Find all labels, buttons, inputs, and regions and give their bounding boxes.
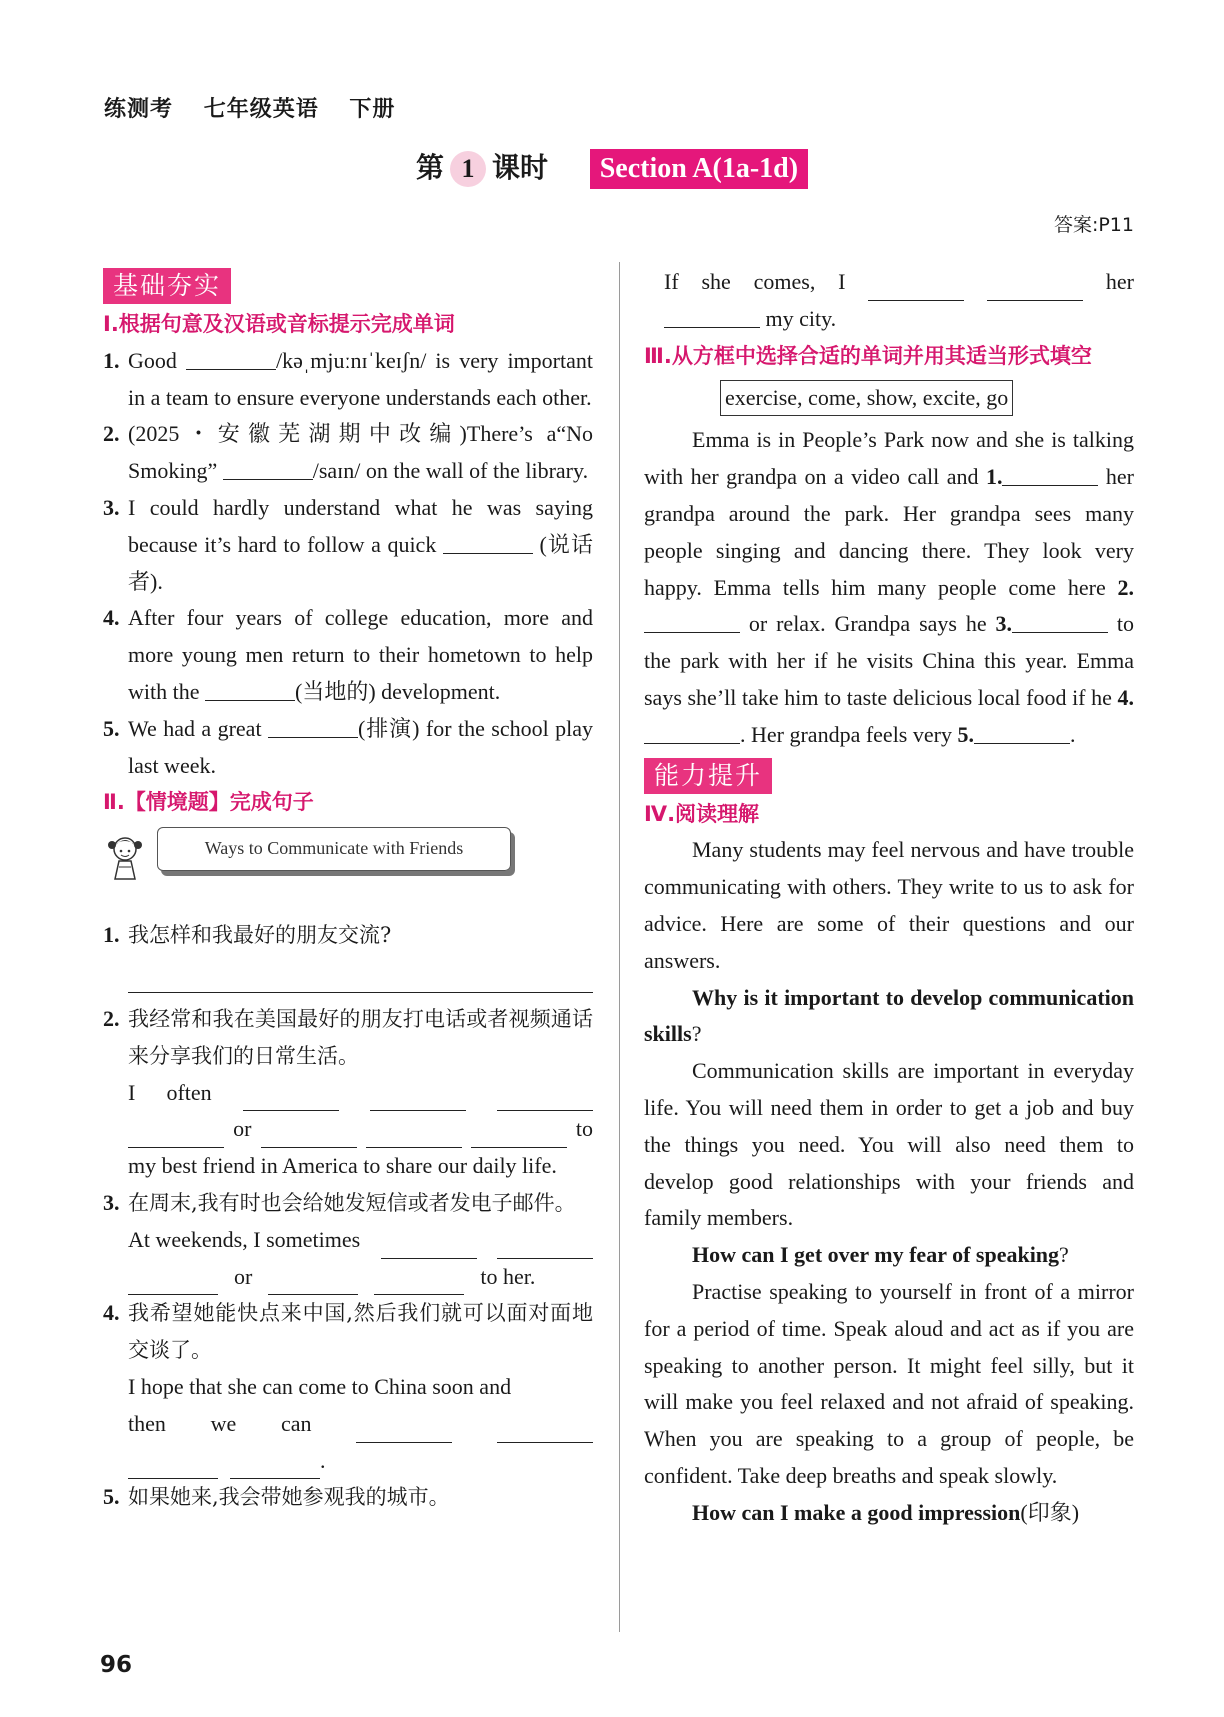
reading-intro: Many students may feel nervous and have trouble communicating with others. They write to us to ask for advice. Here are some of their questions and our answers. <box>644 837 1134 973</box>
blank[interactable] <box>974 721 1070 744</box>
right-column <box>644 264 1134 1532</box>
blank[interactable] <box>223 457 313 480</box>
blank[interactable] <box>1002 463 1098 486</box>
s2-item-1: 1. 我怎样和我最好的朋友交流? <box>103 917 593 993</box>
blank[interactable] <box>366 1125 462 1148</box>
section3-passage: Emma is in People’s Park now and she is talking with her grandpa on a video call and 1. her grandpa around the park. Her grandpa sees many people singing and dancing there. They look very happy. Emma tells him many people come here 2. or relax. Grandpa says he 3. to the park with her if he visits China this year. Emma says she’ll take him to taste delicious local food if he 4.. Her grandpa feels very 5. . <box>644 427 1135 747</box>
reading-answer-1: Communication skills are important in everyday life. You will need them in order to get a job and buy the things you need. You will also need them to develop good relationships with your friends and family members. <box>644 1058 1134 1231</box>
blank[interactable] <box>356 1420 452 1443</box>
blank[interactable] <box>644 610 740 633</box>
page-number: 96 <box>100 1652 133 1678</box>
s2-item-4: 4. 我希望她能快点来中国,然后我们就可以面对面地交谈了。 I hope that she can come to China soon and then we can . <box>103 1295 593 1479</box>
girl-icon <box>103 833 147 881</box>
word-box: exercise, come, show, excite, go <box>720 380 1013 416</box>
s2-item-2: 2. 我经常和我在美国最好的朋友打电话或者视频通话来分享我们的日常生活。 I often or to my best friend in America to share our daily life. <box>103 1005 593 1179</box>
answer-reference: 答案:P11 <box>1053 214 1134 236</box>
blank[interactable] <box>374 1272 464 1295</box>
answer-line[interactable] <box>128 972 593 993</box>
blank[interactable] <box>381 1236 477 1259</box>
section-badge: Section A(1a-1d) <box>590 149 808 189</box>
blank[interactable] <box>644 721 740 744</box>
s1-item-5: 5. We had a great (排演) for the school play last week. <box>103 715 594 778</box>
scenario-illustration <box>103 827 593 897</box>
blank[interactable] <box>268 715 358 738</box>
reading-question-3: How can I make a good impression(印象) <box>692 1499 1080 1525</box>
blank[interactable] <box>471 1125 567 1148</box>
blank[interactable] <box>664 305 760 328</box>
s1-item-1: 1. Good /kəˌmjuːnɪˈkeɪʃn/ is very important in a team to ensure everyone understands each other. <box>103 347 593 410</box>
blank[interactable] <box>186 347 276 370</box>
blank[interactable] <box>497 1420 593 1443</box>
blank[interactable] <box>128 1456 218 1479</box>
blank[interactable] <box>128 1272 218 1295</box>
section1-heading: Ⅰ.根据句意及汉语或音标提示完成单词 <box>103 312 455 336</box>
blank[interactable] <box>243 1088 339 1111</box>
s2-item-5-line1: If she comes, I her <box>644 264 1134 301</box>
volume-name: 下册 <box>349 97 396 122</box>
book-name: 练测考 <box>104 97 174 122</box>
blank[interactable] <box>128 1125 224 1148</box>
blank[interactable] <box>497 1236 593 1259</box>
section3-heading: Ⅲ.从方框中选择合适的单词并用其适当形式填空 <box>644 343 1092 368</box>
lesson-number: 1 <box>450 151 486 187</box>
s2-item-5-line2: my city. <box>644 301 1134 338</box>
s2-item-5: 5. 如果她来,我会带她参观我的城市。 <box>103 1484 450 1510</box>
ways-to-communicate-box: Ways to Communicate with Friends <box>157 827 511 871</box>
book-header <box>104 92 417 123</box>
grade-name: 七年级英语 <box>203 97 319 122</box>
blank[interactable] <box>370 1088 466 1111</box>
part-tag-advanced: 能力提升 <box>644 758 772 794</box>
blank[interactable] <box>1012 610 1108 633</box>
left-column <box>103 268 593 1516</box>
blank[interactable] <box>443 531 533 554</box>
blank[interactable] <box>868 278 964 301</box>
s1-item-2: 2. (2025・安徽芜湖期中改编)There’s a“No Smoking” /saɪn/ on the wall of the library. <box>103 421 593 484</box>
lesson-prefix: 第 <box>415 151 444 184</box>
blank[interactable] <box>230 1456 320 1479</box>
column-divider <box>619 262 620 1632</box>
s2-item-3: 3. 在周末,我有时也会给她发短信或者发电子邮件。 At weekends, I sometimes or to her. <box>103 1185 593 1295</box>
section4-heading: Ⅳ.阅读理解 <box>644 801 760 826</box>
reading-question-2: How can I get over my fear of speaking? <box>692 1242 1069 1268</box>
s1-item-3: 3. I could hardly understand what he was saying because it’s hard to follow a quick (说话者). <box>103 494 594 594</box>
blank[interactable] <box>268 1272 358 1295</box>
part-tag-basic: 基础夯实 <box>103 268 231 304</box>
lesson-title <box>0 146 1224 189</box>
section2-heading: Ⅱ.【情境题】完成句子 <box>103 790 314 815</box>
blank[interactable] <box>497 1088 593 1111</box>
lesson-suffix: 课时 <box>491 151 548 184</box>
blank[interactable] <box>261 1125 357 1148</box>
reading-question-1: Why is it important to develop communication skills? <box>644 984 1134 1047</box>
blank[interactable] <box>205 678 295 701</box>
s1-item-4: 4. After four years of college education, more and more young men return to their hometown to help with the (当地的) development. <box>103 605 593 704</box>
reading-answer-2: Practise speaking to yourself in front of a mirror for a period of time. Speak aloud and act as if you are speaking to another person. It might feel silly, but it will make you feel relaxed and not afraid of speaking. When you are speaking to a group of people, be confident. Take deep breaths and speak slowly. <box>644 1278 1134 1488</box>
blank[interactable] <box>987 278 1083 301</box>
